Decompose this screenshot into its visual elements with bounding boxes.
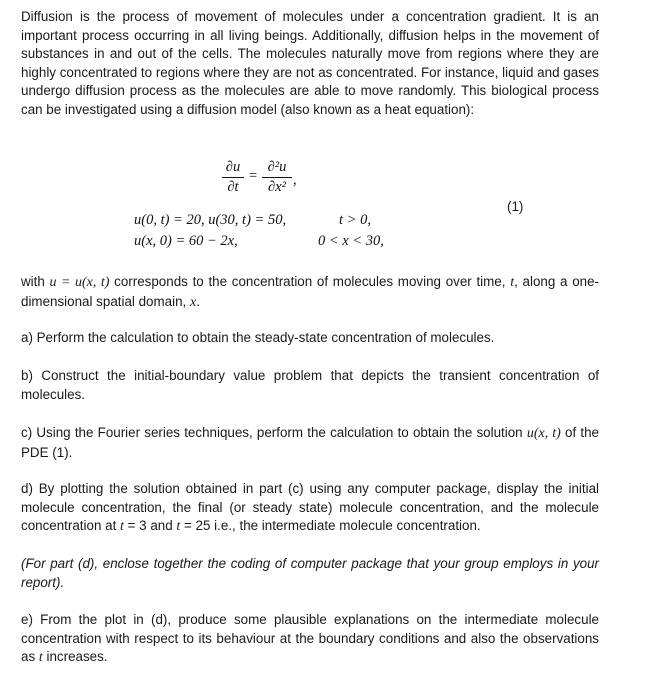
part-b: b) Construct the initial-boundary value problem that depicts the transient concentration of molecules.	[21, 368, 599, 402]
rhs-numerator: ∂²u	[267, 159, 287, 175]
lhs-denominator: ∂t	[227, 179, 239, 195]
equation-comma: ,	[293, 172, 297, 188]
rhs-denominator: ∂x²	[268, 179, 286, 195]
part-d-note: (For part (d), enclose together the coding of computer package that your group employs in your report).	[21, 556, 599, 590]
variable-definition: with u = u(x, t) corresponds to the concentration of molecules moving over time, t, along a one-dimensional spatial domain, x.	[21, 274, 599, 310]
intro-paragraph: Diffusion is the process of movement of molecules under a concentration gradient. It is an important process occurring in all living beings. Additionally, diffusion helps in the movement of substances in and out of the cells. The molecules naturally move from regions where they are highly concentrated to regions where they are not as concentrated. For instance, liquid and gases undergo diffusion process as the molecules are able to move randomly. This biological process can be investigated using a diffusion model (also known as a heat equation):	[21, 9, 599, 117]
initial-condition: u(x, 0) = 60 − 2x,	[134, 233, 238, 249]
pde-equation	[0, 0, 652, 260]
lhs-numerator: ∂u	[225, 159, 241, 175]
boundary-time-condition: t > 0,	[339, 212, 371, 228]
part-e: e) From the plot in (d), produce some plausible explanations on the intermediate molecule concentration with respect to its behaviour at the boundary conditions and also the observations as t increases.	[21, 612, 599, 666]
part-c: c) Using the Fourier series techniques, perform the calculation to obtain the solution u(x, t) of the PDE (1).	[21, 425, 599, 460]
equals-sign: =	[249, 168, 258, 184]
boundary-conditions: u(0, t) = 20, u(30, t) = 50,	[134, 212, 287, 228]
rhs-fraction	[262, 159, 292, 196]
equation-label: (1)	[507, 199, 524, 214]
part-d: d) By plotting the solution obtained in part (c) using any computer package, display the initial molecule concentration, the final (or steady state) molecule concentration, and the molecule concentration at t = 3 and t = 25 i.e., the intermediate molecule concentration.	[21, 481, 599, 535]
part-a: a) Perform the calculation to obtain the steady-state concentration of molecules.	[21, 330, 495, 345]
lhs-fraction	[222, 159, 244, 196]
initial-domain-condition: 0 < x < 30,	[318, 233, 384, 249]
